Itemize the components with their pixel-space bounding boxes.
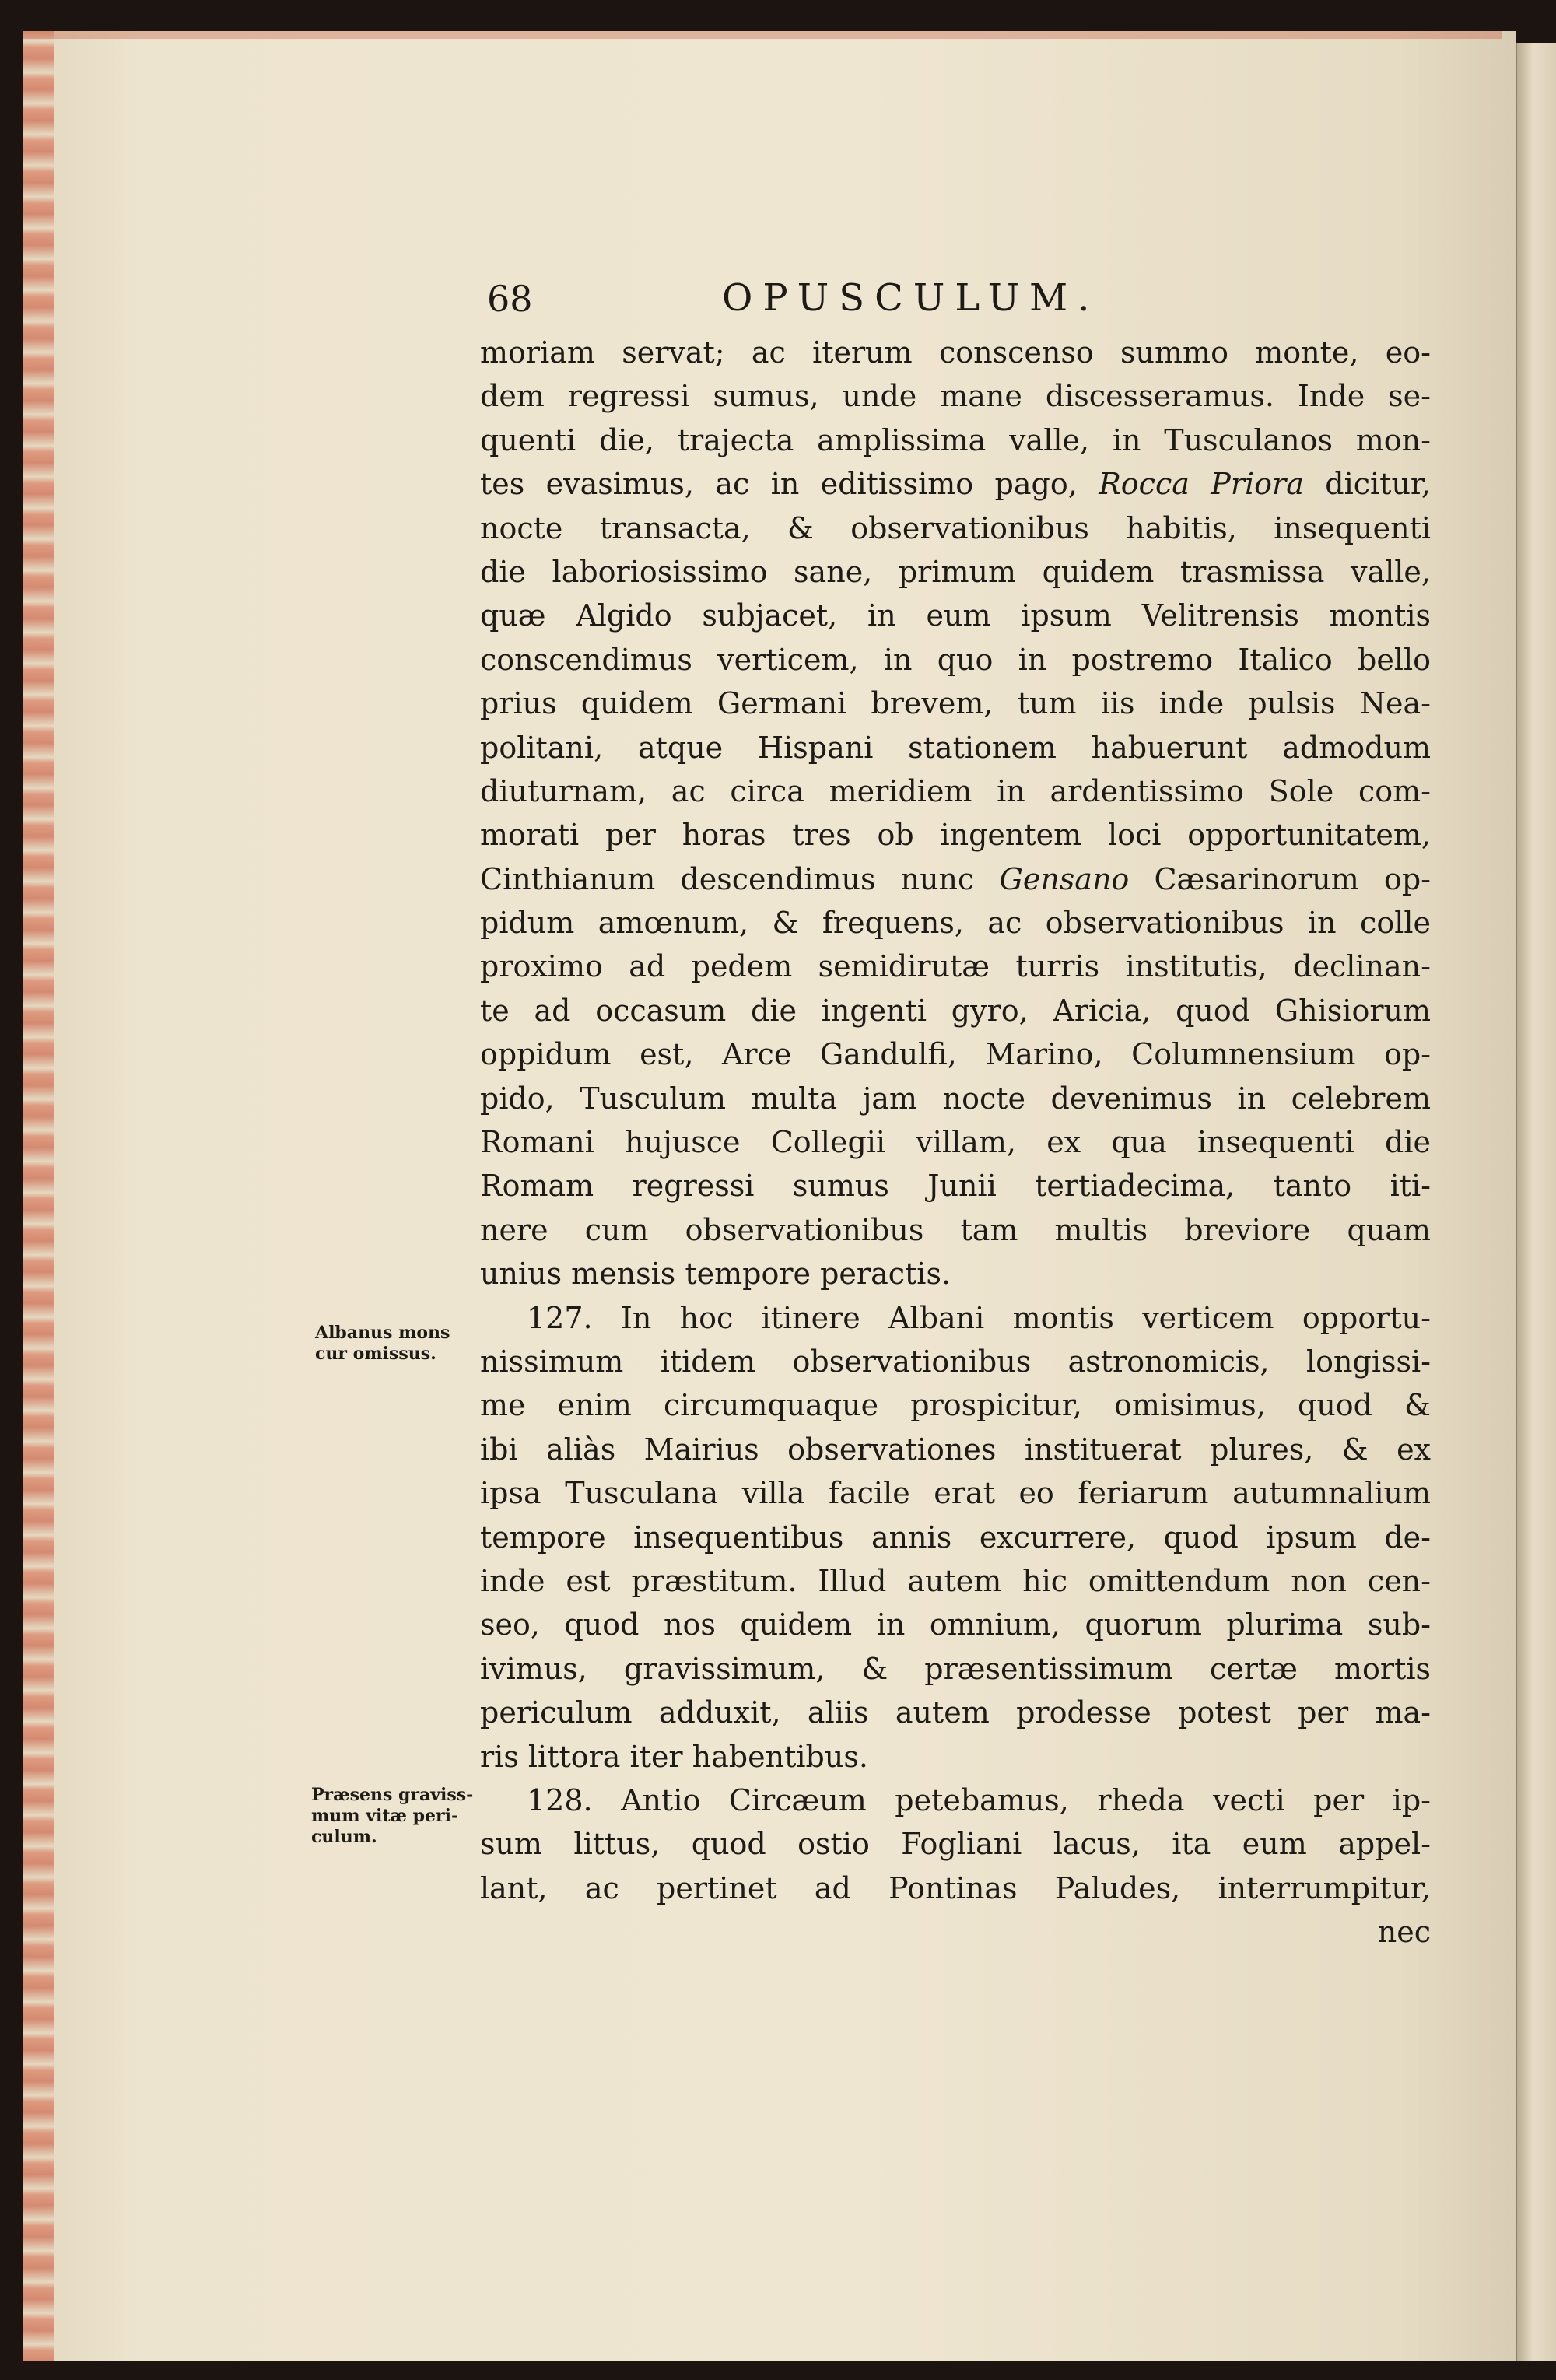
text-line: sum littus, quod ostio Fogliani lacus, ita eum appel- [480, 1827, 1431, 1862]
red-page-edge [23, 31, 54, 2361]
text-line: nocte transacta, & observationibus habitis, insequenti [480, 510, 1431, 545]
margin-note-line: Præsens graviss- [311, 1785, 474, 1805]
page-number: 68 [487, 278, 533, 320]
text-line: morati per horas tres ob ingentem loci opportunitatem, [480, 818, 1431, 853]
next-page-edge [1516, 43, 1556, 2361]
paragraph-127-start: 127. In hoc itinere Albani montis verticem opportu- [527, 1300, 1431, 1335]
text-line-part: tes evasimus, ac in editissimo pago, [480, 467, 1078, 502]
text-line-part: Cæsarinorum op- [1154, 861, 1431, 896]
text-line: proximo ad pedem semidirutæ turris institutis, declinan- [480, 949, 1431, 984]
place-name-rocca-priora: Rocca Priora [1099, 467, 1304, 502]
margin-note-line: culum. [311, 1827, 377, 1847]
place-name-gensano: Gensano [999, 861, 1130, 896]
text-line [480, 857, 1431, 901]
text-line: ivimus, gravissimum, & præsentissimum certæ mortis [480, 1651, 1431, 1686]
text-line: ris littora iter habentibus. [480, 1739, 868, 1774]
text-line: tempore insequentibus annis excurrere, quod ipsum de- [480, 1519, 1431, 1555]
text-line: pido, Tusculum multa jam nocte devenimus in celebrem [480, 1081, 1431, 1116]
text-line: die laboriosissimo sane, primum quidem trasmissa valle, [480, 554, 1431, 589]
catchword: nec [1377, 1915, 1431, 1950]
text-line: nere cum observationibus tam multis breviore quam [480, 1212, 1431, 1247]
text-line: quæ Algido subjacet, in eum ipsum Velitrensis montis [480, 598, 1431, 633]
text-line: diuturnam, ac circa meridiem in ardentissimo Sole com- [480, 773, 1431, 808]
text-line: conscendimus verticem, in quo in postremo Italico bello [480, 642, 1431, 677]
text-line: pidum amœnum, & frequens, ac observationibus in colle [480, 906, 1431, 941]
text-line: Romam regressi sumus Junii tertiadecima, tanto iti- [480, 1169, 1431, 1204]
text-line: lant, ac pertinet ad Pontinas Paludes, interrumpitur, [480, 1870, 1431, 1905]
margin-note-periculum [311, 1785, 473, 1848]
text-line-part: Cinthianum descendimus nunc [480, 861, 975, 896]
text-line: moriam servat; ac iterum conscenso summo monte, eo- [480, 335, 1431, 370]
text-line: oppidum est, Arce Gandulfi, Marino, Columnensium op- [480, 1037, 1431, 1072]
running-head [487, 276, 1187, 331]
text-line: dem regressi sumus, unde mane discesseramus. Inde se- [480, 379, 1431, 414]
text-line: te ad occasum die ingenti gyro, Aricia, quod Ghisiorum [480, 993, 1431, 1028]
margin-note-line: cur omissus. [315, 1344, 436, 1364]
paragraph-128-start: 128. Antio Circæum petebamus, rheda vecti per ip- [527, 1782, 1431, 1817]
text-line: Romani hujusce Collegii villam, ex qua insequenti die [480, 1125, 1431, 1160]
text-line: prius quidem Germani brevem, tum iis inde pulsis Nea- [480, 686, 1431, 721]
text-line: unius mensis tempore peractis. [480, 1257, 951, 1292]
margin-note-albanus [315, 1323, 450, 1365]
running-title: OPUSCULUM. [722, 276, 1100, 320]
text-line-part: dicitur, [1325, 467, 1431, 502]
text-line: politani, atque Hispani stationem habuerunt admodum [480, 730, 1431, 765]
red-page-edge-top [23, 31, 1502, 39]
margin-note-line: Albanus mons [315, 1323, 450, 1343]
margin-note-line: mum vitæ peri- [311, 1806, 459, 1826]
text-line: seo, quod nos quidem in omnium, quorum plurima sub- [480, 1607, 1431, 1642]
text-line: nissimum itidem observationibus astronomicis, longissi- [480, 1344, 1431, 1379]
text-line: inde est præstitum. Illud autem hic omittendum non cen- [480, 1563, 1431, 1598]
body-text [480, 331, 1431, 1954]
text-line: quenti die, trajecta amplissima valle, in Tusculanos mon- [480, 422, 1431, 457]
text-line: periculum adduxit, aliis autem prodesse potest per ma- [480, 1695, 1431, 1730]
text-line: ipsa Tusculana villa facile erat eo feriarum autumnalium [480, 1476, 1431, 1511]
text-line: me enim circumquaque prospicitur, omisimus, quod & [480, 1388, 1431, 1423]
text-line: ibi aliàs Mairius observationes instituerat plures, & ex [480, 1432, 1431, 1467]
text-line [480, 462, 1431, 506]
